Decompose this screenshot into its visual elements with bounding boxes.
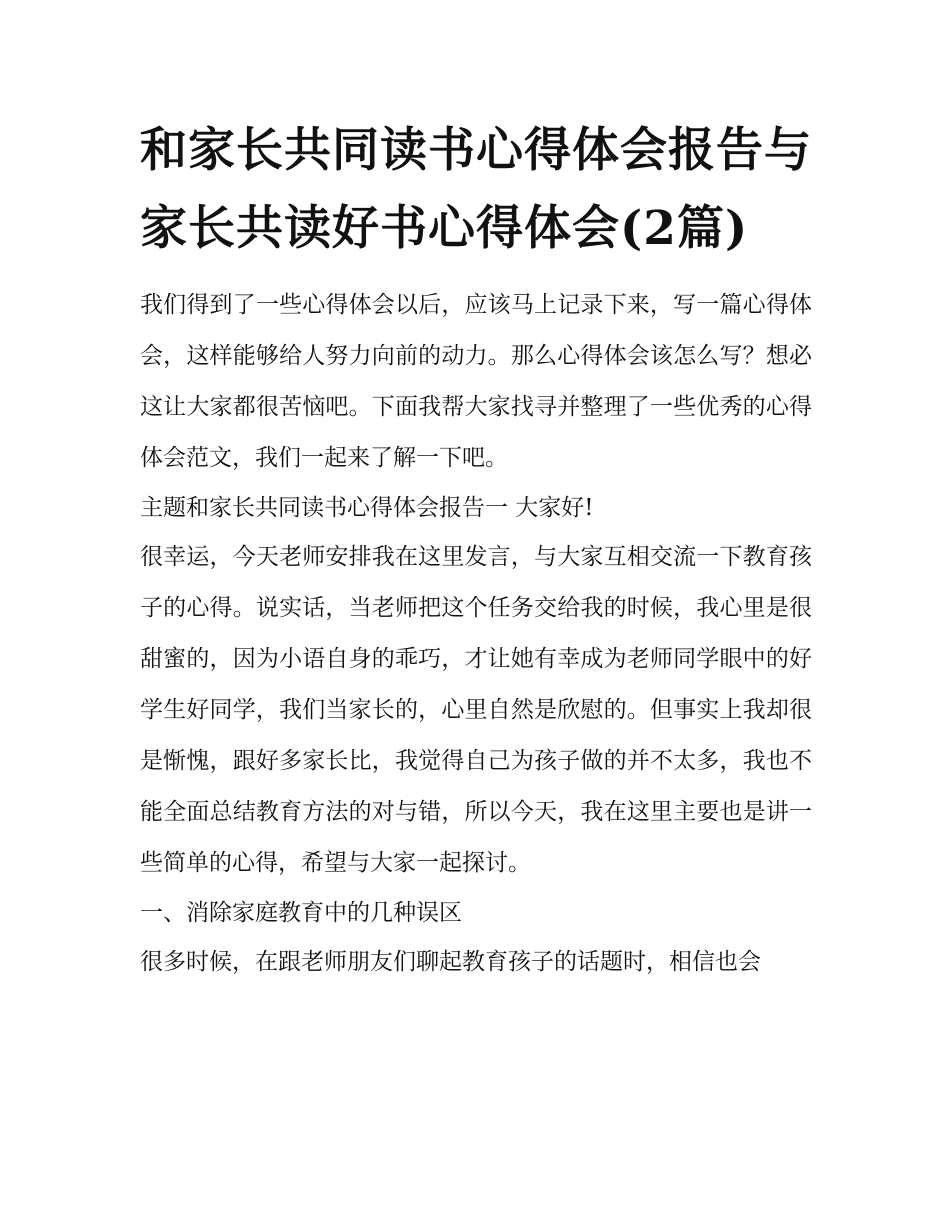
body-paragraph-2: 很多时候，在跟老师朋友们聊起教育孩子的话题时，相信也会 <box>140 949 761 975</box>
intro-paragraph: 我们得到了一些心得体会以后，应该马上记录下来，写一篇心得体会，这样能够给人努力向前的动力。那么心得体会该怎么写？想必这让大家都很苦恼吧。下面我帮大家找寻并整理了一些优秀的心得体会范文，我们一起来了解一下吧。 <box>140 292 812 471</box>
body-paragraph-1: 很幸运，今天老师安排我在这里发言，与大家互相交流一下教育孩子的心得。说实话，当老师把这个任务交给我的时候，我心里是很甜蜜的，因为小语自身的乖巧，才让她有幸成为老师同学眼中的好学生好同学，我们当家长的，心里自然是欣慰的。但事实上我却很是惭愧，跟好多家长比，我觉得自己为孩子做的并不太多，我也不能全面总结教育方法的对与错，所以今天，我在这里主要也是讲一些简单的心得，希望与大家一起探讨。 <box>140 544 812 876</box>
document-page <box>140 112 812 988</box>
section-heading: 一、消除家庭教育中的几种误区 <box>140 900 462 926</box>
document-title: 和家长共同读书心得体会报告与家长共读好书心得体会(2篇) <box>140 123 812 256</box>
subtitle-line: 主题和家长共同读书心得体会报告一 大家好! <box>140 495 594 521</box>
